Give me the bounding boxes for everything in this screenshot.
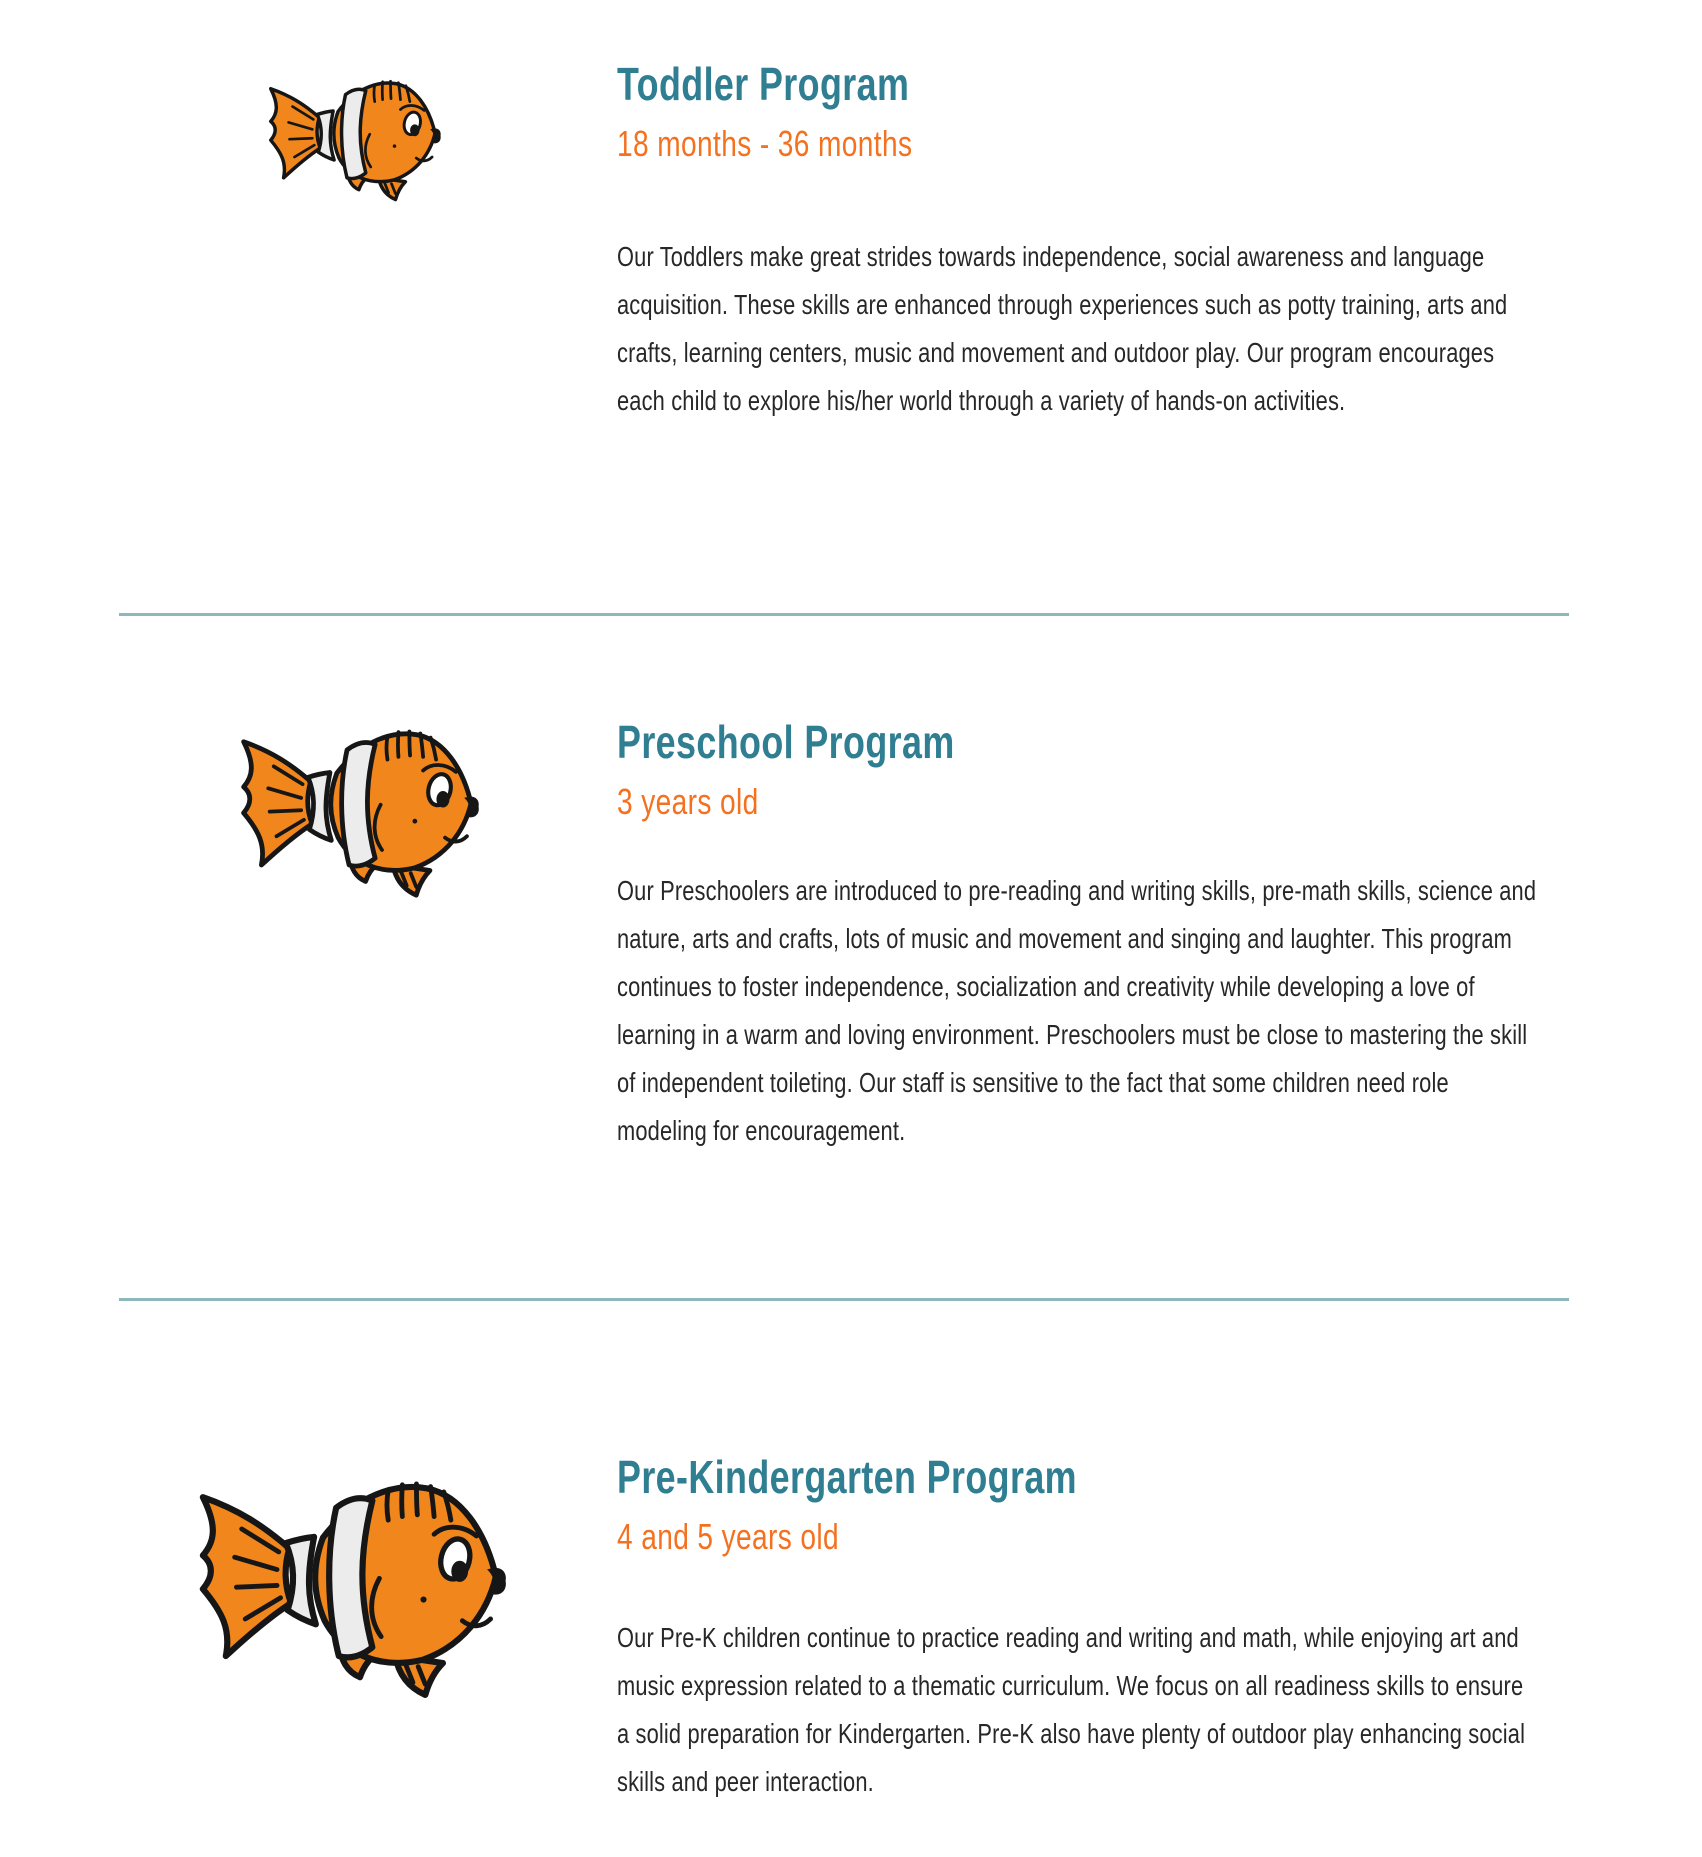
program-section-toddler [0, 0, 1702, 613]
clownfish-icon [157, 1446, 510, 1711]
program-title: Preschool Program [617, 716, 955, 768]
program-age-range: 3 years old [617, 780, 759, 822]
clownfish-icon [208, 702, 482, 908]
program-content [617, 716, 1537, 1155]
program-title: Pre-Kindergarten Program [617, 1451, 1077, 1503]
program-age-range: 4 and 5 years old [617, 1515, 840, 1557]
program-content [617, 58, 1537, 425]
clownfish-icon [245, 60, 443, 209]
program-title: Toddler Program [617, 58, 910, 110]
program-content [617, 1451, 1537, 1806]
program-section-preschool [0, 616, 1702, 1298]
clownfish-icon [208, 702, 482, 908]
program-description: Our Pre-K children continue to practice reading and writing and math, while enjoying art and music expression related to a thematic curriculum. We focus on all readiness skills to ensure a solid preparation for Kindergarten. Pre-K also have plenty of outdoor play enhancing social skills and peer interaction. [617, 1621, 1526, 1797]
program-description: Our Toddlers make great strides towards independence, social awareness and language acquisition. These skills are enhanced through experiences such as potty training, arts and crafts, learning centers, music and movement and outdoor play. Our program encourages each child to explore his/her world through a variety of hands-on activities. [617, 240, 1508, 416]
program-age-range: 18 months - 36 months [617, 122, 913, 164]
program-description: Our Preschoolers are introduced to pre-reading and writing skills, pre-math skills, science and nature, arts and crafts, lots of music and movement and singing and laughter. This program continues to foster independence, socialization and creativity while developing a love of learning in a warm and loving environment. Preschoolers must be close to mastering the skill of independent toileting. Our staff is sensitive to the fact that some children need role modeling for encouragement. [617, 874, 1537, 1146]
clownfish-icon [157, 1446, 510, 1711]
clownfish-icon [245, 60, 443, 209]
program-section-pre-kindergarten [0, 1301, 1702, 1857]
